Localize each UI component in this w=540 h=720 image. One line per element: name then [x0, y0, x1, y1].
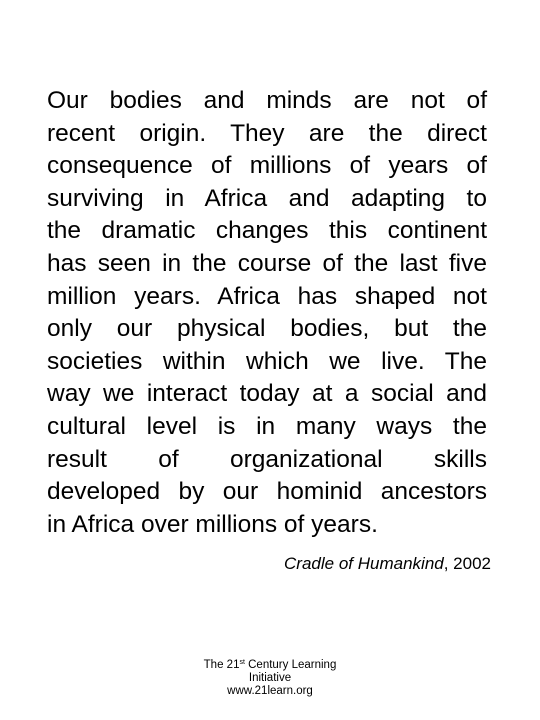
footer-superscript: st — [239, 659, 245, 666]
quote-line: recent origin. They are the direct — [47, 119, 487, 147]
quote-line: million years. Africa has shaped not — [47, 282, 487, 310]
quote-line: has seen in the course of the last five — [47, 249, 487, 277]
footer-suffix: Century Learning — [244, 659, 337, 671]
footer-prefix: The 21 — [203, 659, 240, 671]
quote-line: result of organizational skills — [47, 445, 487, 473]
footer-line-2: Initiative — [248, 672, 292, 684]
quote-line: cultural level is in many ways the — [47, 412, 487, 440]
footer-line-1 — [170, 659, 370, 672]
citation-source: Cradle of Humankind — [284, 554, 444, 573]
quote-line: way we interact today at a social and — [47, 380, 487, 408]
quote-line: societies within which we live. The — [47, 347, 487, 375]
quote-line: the dramatic changes this continent — [47, 217, 487, 245]
quote-line: in Africa over millions of years. — [47, 510, 378, 538]
quote-text — [47, 85, 487, 541]
footer-url: www.21learn.org — [227, 685, 313, 697]
quote-line: surviving in Africa and adapting to — [47, 184, 487, 212]
quote-line: developed by our hominid ancestors — [47, 478, 487, 506]
quote-line: consequence of millions of years of — [47, 152, 487, 180]
footer — [170, 659, 370, 698]
citation-year: , 2002 — [443, 554, 491, 573]
quote-line: Our bodies and minds are not of — [47, 87, 487, 114]
quote-line: only our physical bodies, but the — [47, 315, 487, 343]
citation — [284, 553, 491, 575]
